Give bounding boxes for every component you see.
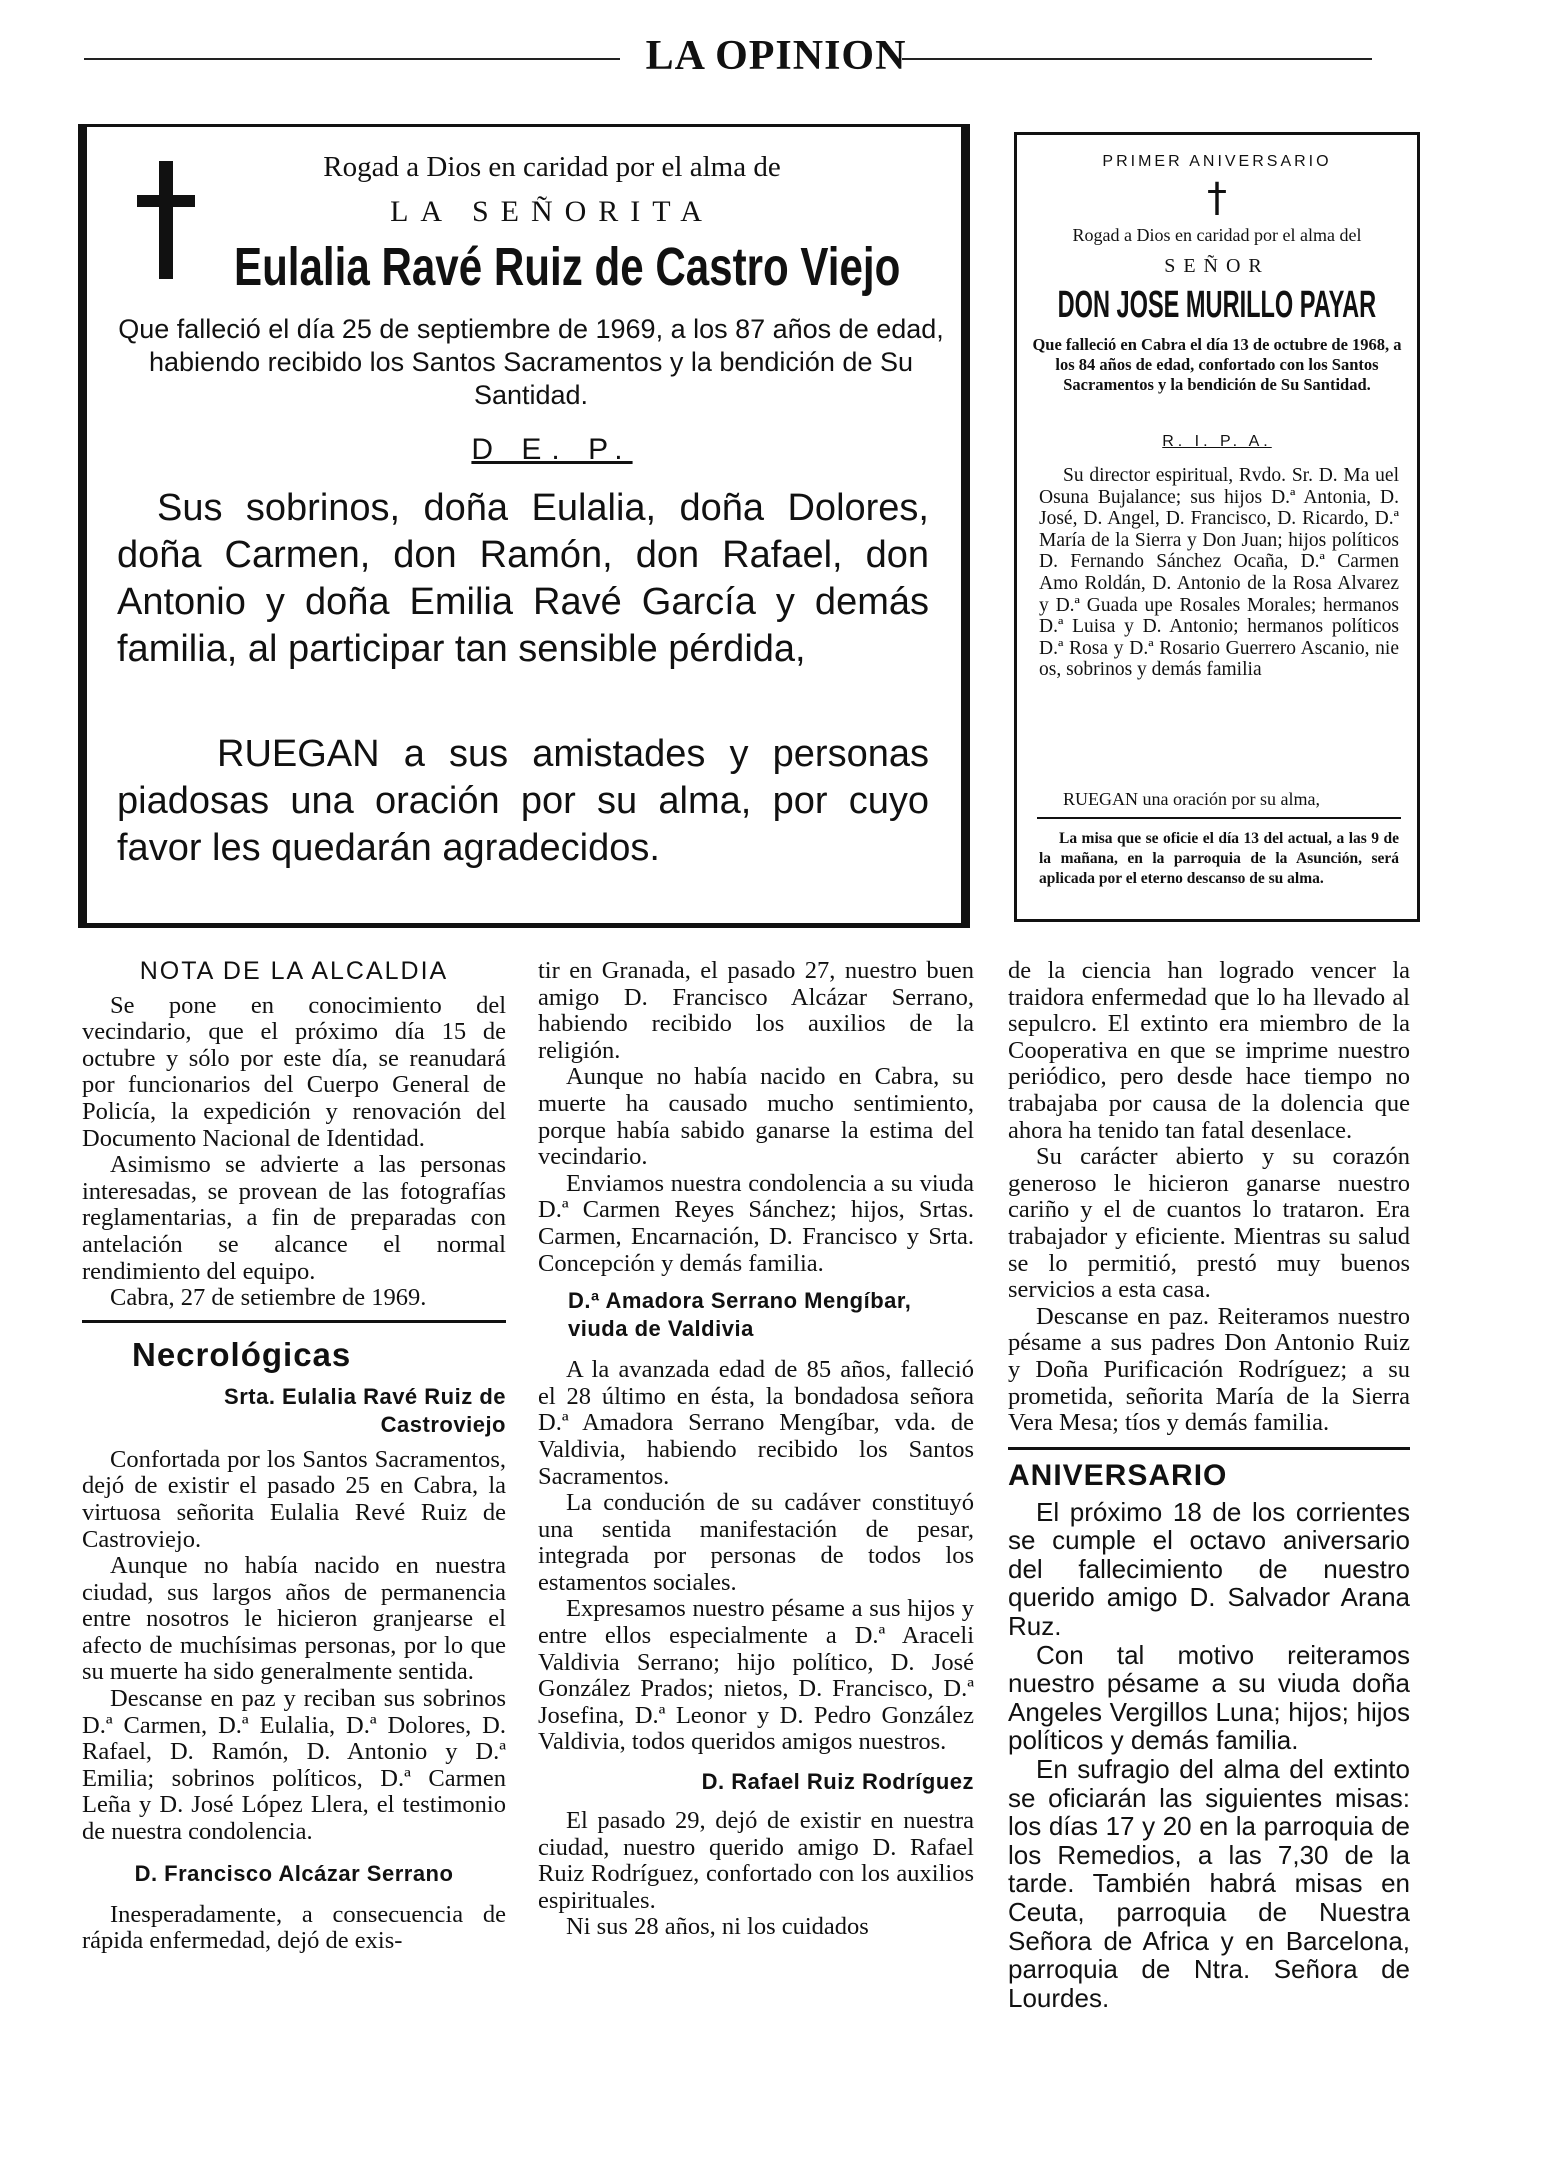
cross-small-icon: † — [1207, 175, 1227, 221]
notice-mass: La misa que se oficie el día 13 del actual, a las 9 de la mañana, en la parroquia de la Asunción, será aplicada por el eterno descanso de su alma. — [1039, 830, 1399, 887]
notice-name: DON JOSE MURILLO PAYAR — [1057, 284, 1377, 326]
notice-request: RUEGAN a sus amistades y personas piadosas una oración por su alma, por cuyo favor les quedarán agradecidos. — [117, 733, 929, 869]
obituary-heading: Srta. Eulalia Ravé Ruiz de Castroviejo — [224, 1383, 506, 1437]
notice-details: Que falleció en Cabra el día 13 de octubre de 1968, a los 84 años de edad, confortado con los Santos Sacramentos y la bendición de Su Santidad. — [1032, 335, 1402, 394]
column-1 — [82, 958, 506, 1955]
obituary-paragraph: La condución de su cadáver constituyó una sentida manifestación de pesar, integrada por personas de todos los estamentos sociales. — [538, 1489, 974, 1596]
obituary-paragraph: Aunque no había nacido en nuestra ciudad, sus largos años de permanencia entre nosotros le hicieron granjearse el afecto de muchísimas personas, por lo que su muerte ha sido generalmente sentida. — [82, 1552, 506, 1686]
obituary-paragraph: tir en Granada, el pasado 27, nuestro buen amigo D. Francisco Alcázar Serrano, habiendo recibido los auxilios de la religión. — [538, 957, 974, 1064]
obituary-paragraph: Aunque no había nacido en Cabra, su muerte ha causado mucho sentimiento, porque había sabido ganarse la estima del vecindario. — [538, 1063, 974, 1171]
obituary-heading: D.ª Amadora Serrano Mengíbar, viuda de Valdivia — [568, 1288, 912, 1342]
notice-divider — [1037, 817, 1401, 819]
obituary-paragraph: Enviamos nuestra condolencia a su viuda D.ª Carmen Reyes Sánchez; hijos, Srtas. Carmen, Encarnación, D. Francisco y Srta. Concepción y demás familia. — [538, 1169, 974, 1277]
obituary-heading: D. Rafael Ruiz Rodríguez — [701, 1769, 974, 1795]
notice-intro: Rogad a Dios en caridad por el alma de — [323, 151, 781, 183]
notice-title: LA SEÑORITA — [390, 195, 714, 228]
nota-paragraph: Se pone en conocimiento del vecindario, que el próximo día 15 de octubre y sólo por este día, se reanudará por funcionarios del Cuerpo General de Policía, la expedición y renovación del Documento Nacional de Identidad. — [82, 991, 506, 1152]
obituary-paragraph: Inesperadamente, a consecuencia de rápida enfermedad, dejó de exis- — [82, 1900, 506, 1955]
notice-details: Que falleció el día 25 de septiembre de 1969, a los 87 años de edad, habiendo recibido los Santos Sacramentos y la bendición de Su Santidad. — [118, 314, 944, 410]
obituary-paragraph: Descanse en paz y reciban sus sobrinos D.ª Carmen, D.ª Eulalia, D.ª Dolores, D. Rafael, D. Ramón, D. Antonio y D.ª Emilia; sobrinos políticos, D.ª Carmen Leña y D. José López Llera, el testimonio de nuestra condolencia. — [82, 1685, 506, 1846]
notice-family: Sus sobrinos, doña Eulalia, doña Dolores, doña Carmen, don Ramón, don Rafael, don Antonio y doña Emilia Ravé García y demás familia, al participar tan sensible pérdida, — [117, 487, 929, 670]
cross-icon — [159, 161, 173, 279]
column-2 — [538, 958, 974, 1941]
obituary-paragraph: Descanse en paz. Reiteramos nuestro pésame a sus padres Don Antonio Ruiz y Doña Purificación Rodríguez; a su prometida, señorita María de la Sierra Vera Mesa; tíos y demás familia. — [1008, 1302, 1410, 1437]
obituary-paragraph: de la ciencia han logrado vencer la traidora enfermedad que lo ha llevado al sepulcro. El extinto era miembro de la Cooperativa en que se imprime nuestro periódico, pero desde hace tiempo no trabajaba por causa de la dolencia que ahora ha tenido tan fatal desenlace. — [1008, 957, 1410, 1144]
masthead-title: LA OPINION — [645, 33, 907, 79]
notice-name: Eulalia Ravé Ruiz de Castro Viejo — [233, 237, 901, 297]
section-rule — [82, 1320, 506, 1323]
obituary-paragraph: Su carácter abierto y su corazón generoso le hicieron ganarse nuestro cariño y el de cuantos lo trataron. Era trabajador y eficiente. Mientras su salud se lo permitió, prestó muy buenos servicios a esta casa. — [1008, 1143, 1410, 1304]
notice-dep: D E. P. — [471, 433, 633, 466]
obituary-paragraph: El pasado 29, dejó de existir en nuestra ciudad, nuestro querido amigo D. Rafael Ruiz Rodríguez, confortado con los auxilios espirituales. — [538, 1807, 974, 1914]
cross-icon-bar — [137, 195, 195, 207]
notice-ripa: R. I. P. A. — [1162, 433, 1272, 450]
anniversary-header: PRIMER ANIVERSARIO — [1102, 153, 1332, 170]
aniversario-paragraph: En sufragio del alma del extinto se oficiarán las siguientes misas: los días 17 y 20 en la parroquia de los Remedios, a las 7,30 de la tarde. También habrá misas en Ceuta, parroquia de Nuestra Señora de Africa y en Barcelona, parroquia de Ntra. Señora de Lourdes. — [1008, 1754, 1410, 2013]
section-rule — [1008, 1447, 1410, 1450]
notice-request: RUEGAN una oración por su alma, — [1063, 789, 1320, 809]
obituary-notice-murillo — [1014, 132, 1420, 922]
nota-title: NOTA DE LA ALCALDIA — [139, 957, 449, 985]
notice-family: Su director espiritual, Rvdo. Sr. D. Ma uel Osuna Bujalance; sus hijos D.ª Antonia, D. José, D. Angel, D. Francisco, D. Ricardo, D.ª María de la Sierra y Don Juan; hijos políticos D. Fernando Sánchez Ocaña, D.ª Carmen Amo Roldán, D. Antonio de la Rosa Alvarez y D.ª Guada upe Rosales Morales; hermanos D.ª Luisa y D. Antonio; hermanos políticos D.ª Rosa y D.ª Rosario Guerrero Ascanio, nie os, sobrinos y demás familia — [1039, 465, 1399, 681]
necrologicas-title: Necrológicas — [132, 1335, 352, 1373]
obituary-paragraph: Confortada por los Santos Sacramentos, dejó de existir el pasado 25 en Cabra, la virtuosa señorita Eulalia Revé Ruiz de Castroviejo. — [82, 1445, 506, 1553]
obituary-paragraph: Expresamos nuestro pésame a sus hijos y entre ellos especialmente a D.ª Araceli Valdivia Serrano; hijo político, D. José González Prados; nietos, D. Francisco, D.ª Josefina, D.ª Leonor y D. Pedro González Valdivia, todos queridos amigos nuestros. — [538, 1595, 974, 1756]
obituary-heading: D. Francisco Alcázar Serrano — [134, 1860, 454, 1886]
obituary-notice-eulalia — [78, 124, 970, 928]
aniversario-title: ANIVERSARIO — [1008, 1458, 1228, 1492]
obituary-paragraph: A la avanzada edad de 85 años, falleció el 28 último en ésta, la bondadosa señora D.ª Amadora Serrano Mengíbar, vda. de Valdivia, habiendo recibido los Santos Sacramentos. — [538, 1356, 974, 1490]
aniversario-paragraph: El próximo 18 de los corrientes se cumple el octavo aniversario del fallecimiento de nuestro querido amigo D. Salvador Arana Ruz. — [1008, 1496, 1410, 1642]
aniversario-body — [1008, 1498, 1410, 2013]
aniversario-paragraph: Con tal motivo reiteramos nuestro pésame a su viuda doña Angeles Vergillos Luna; hijos; hijos políticos y demás familia. — [1008, 1639, 1410, 1756]
nota-paragraph: Asimismo se advierte a las personas interesadas, se provean de las fotografías reglamentarias, a fin de preparadas con antelación se alcance el normal rendimiento del equipo. — [82, 1151, 506, 1285]
masthead-rule-right — [902, 58, 1372, 60]
notice-title: SEÑOR — [1164, 255, 1270, 277]
nota-date: Cabra, 27 de setiembre de 1969. — [110, 1284, 427, 1312]
notice-intro: Rogad a Dios en caridad por el alma del — [1072, 225, 1362, 245]
obituary-paragraph: Ni sus 28 años, ni los cuidados — [566, 1913, 869, 1941]
column-3 — [1008, 958, 1410, 2012]
